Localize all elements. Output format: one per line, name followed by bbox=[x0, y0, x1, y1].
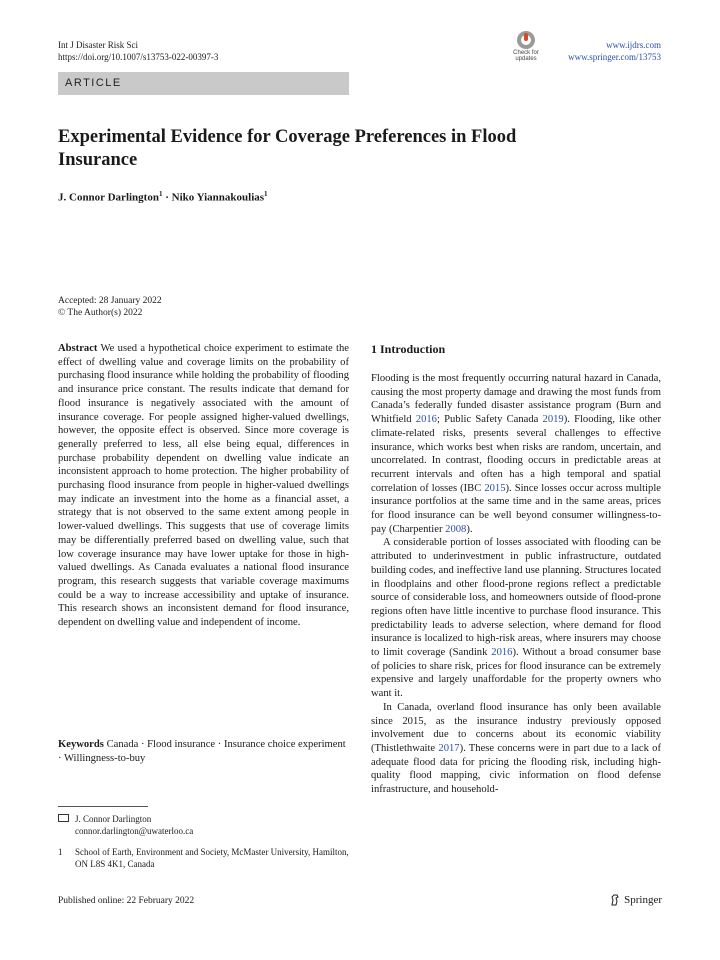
author-name[interactable]: J. Connor Darlington bbox=[58, 191, 159, 204]
springer-site-link[interactable]: www.springer.com/13753 bbox=[568, 52, 661, 62]
corresponding-author-name: J. Connor Darlington bbox=[75, 814, 152, 824]
citation-link[interactable]: 2015 bbox=[484, 482, 506, 494]
journal-name: Int J Disaster Risk Sci bbox=[58, 40, 138, 50]
keywords bbox=[58, 738, 349, 765]
corresponding-author-footnote bbox=[58, 813, 349, 837]
introduction-body bbox=[371, 372, 661, 797]
intro-paragraph-3: In Canada, overland flood insurance has only been available since 2015, as the insurance industry previously opposed involvement due to concerns about its economic viability (Thistlethwaite 2017). These concerns were in part due to a lack of adequate flood data for pricing the flooding risk, including high-quality flood mapping, civic information on flood defense infrastructure, and household- bbox=[371, 701, 661, 796]
author-separator: · bbox=[162, 191, 172, 204]
publisher-name: Springer bbox=[624, 894, 662, 906]
running-header-left bbox=[58, 39, 218, 63]
author-list bbox=[58, 190, 268, 204]
doi-link[interactable]: https://doi.org/10.1007/s13753-022-00397-3 bbox=[58, 52, 219, 62]
keywords-text: Canada · Flood insurance · Insurance choice experiment · Willingness-to-buy bbox=[58, 739, 346, 764]
publisher-logo bbox=[610, 894, 662, 906]
citation-link[interactable]: 2019 bbox=[542, 414, 564, 426]
abstract-label: Abstract bbox=[58, 343, 98, 354]
affiliation-footnote bbox=[58, 846, 349, 870]
author-affil-mark: 1 bbox=[158, 190, 163, 198]
citation-link[interactable]: 2017 bbox=[438, 742, 460, 754]
running-header-right bbox=[568, 39, 661, 63]
check-for-updates-icon bbox=[517, 31, 535, 49]
author-name[interactable]: Niko Yiannakoulias bbox=[171, 191, 265, 204]
check-for-updates-label: Check for updates bbox=[513, 50, 539, 62]
copyright-line: © The Author(s) 2022 bbox=[58, 308, 143, 318]
author-affil-mark: 1 bbox=[264, 190, 268, 198]
envelope-icon bbox=[58, 813, 72, 825]
paper-title: Experimental Evidence for Coverage Preferences in Flood Insurance bbox=[58, 127, 517, 170]
springer-horse-icon bbox=[610, 894, 620, 906]
article-dates bbox=[58, 295, 162, 319]
abstract-text: We used a hypothetical choice experiment to estimate the effect of dwelling value and coverage limits on the probability of purchasing flood insurance while holding the probability of flooding and insurance price constant. The results indicate that demand for flood insurance is negatively associated with the amount of insurance coverage. For people assigned higher-valued dwellings, however, the opposite effect is observed. Since more coverage is generally preferred to less, all else being equal, differences in purchase probability dependent on dwelling value indicate an inconsistent approach to home protection. The higher probability of purchasing flood insurance from people in higher-valued dwellings may indicate an investment into the home as a financial asset, a strategy that is not observed to the same extent among people in lower-valued dwellings. This suggests that use of coverage limits may be differentially preferred based on dwelling value, such that low coverage insurance may have lower uptake for those in high-valued dwellings. As Canada evaluates a national flood insurance program, this research suggests that variable coverage maximums could be a way to increase accessibility and uptake of insurance. This research shows an inconsistent demand for flood insurance, dependent on dwelling value and independent of income. bbox=[58, 343, 349, 629]
keywords-label: Keywords bbox=[58, 739, 104, 750]
check-for-updates-badge[interactable] bbox=[508, 31, 544, 63]
affiliation-number: 1 bbox=[58, 847, 63, 857]
section-heading-introduction: 1 Introduction bbox=[371, 342, 446, 356]
article-type-bar bbox=[58, 72, 349, 95]
article-type-label: ARTICLE bbox=[65, 77, 122, 89]
journal-site-link[interactable]: www.ijdrs.com bbox=[606, 40, 661, 50]
affiliation-text: School of Earth, Environment and Society, McMaster University, Hamilton, ON L8S 4K1, Canada bbox=[75, 847, 349, 869]
accepted-date: Accepted: 28 January 2022 bbox=[58, 296, 162, 306]
corresponding-author-email[interactable]: connor.darlington@uwaterloo.ca bbox=[75, 826, 194, 836]
intro-paragraph-1: Flooding is the most frequently occurring natural hazard in Canada, causing the most property damage and drawing the most funds from Canada’s federally funded disaster assistance program (Burn and Whitfield 2016; Public Safety Canada 2019). Flooding, like other climate-related risks, presents several challenges to effective insurance, which works best when risks are random, uncertain, and uncorrelated. In contrast, flooding occurs in predictable areas at recurrent intervals and often has a high temporal and spatial correlation of losses (IBC 2015). Since losses occur across multiple insurance portfolios at the same time and in the same areas, prices for flood insurance can be well beyond consumer willingness-to-pay (Charpentier 2008). bbox=[371, 373, 661, 535]
citation-link[interactable]: 2016 bbox=[415, 414, 437, 426]
footnote-divider bbox=[58, 806, 148, 807]
abstract bbox=[58, 342, 349, 630]
citation-link[interactable]: 2008 bbox=[445, 523, 467, 535]
published-date: Published online: 22 February 2022 bbox=[58, 896, 195, 906]
citation-link[interactable]: 2016 bbox=[491, 647, 513, 659]
intro-paragraph-2: A considerable portion of losses associated with flooding can be attributed to underinvestment in public infrastructure, outdated building codes, and ineffective land use planning. Structures located in floodplains and other flood-prone regions reflect a predictable source of considerable loss, and homeowners outside of flood-prone regions often have little incentive to purchase flood insurance. This predictability leads to adverse selection, where demand for flood insurance is localized to high-risk areas, where insurers may choose to limit coverage (Sandink 2016). Without a broad consumer base of policies to share risk, prices for flood insurance can be extremely expensive and largely unaffordable for the property owners who want it. bbox=[371, 537, 662, 700]
